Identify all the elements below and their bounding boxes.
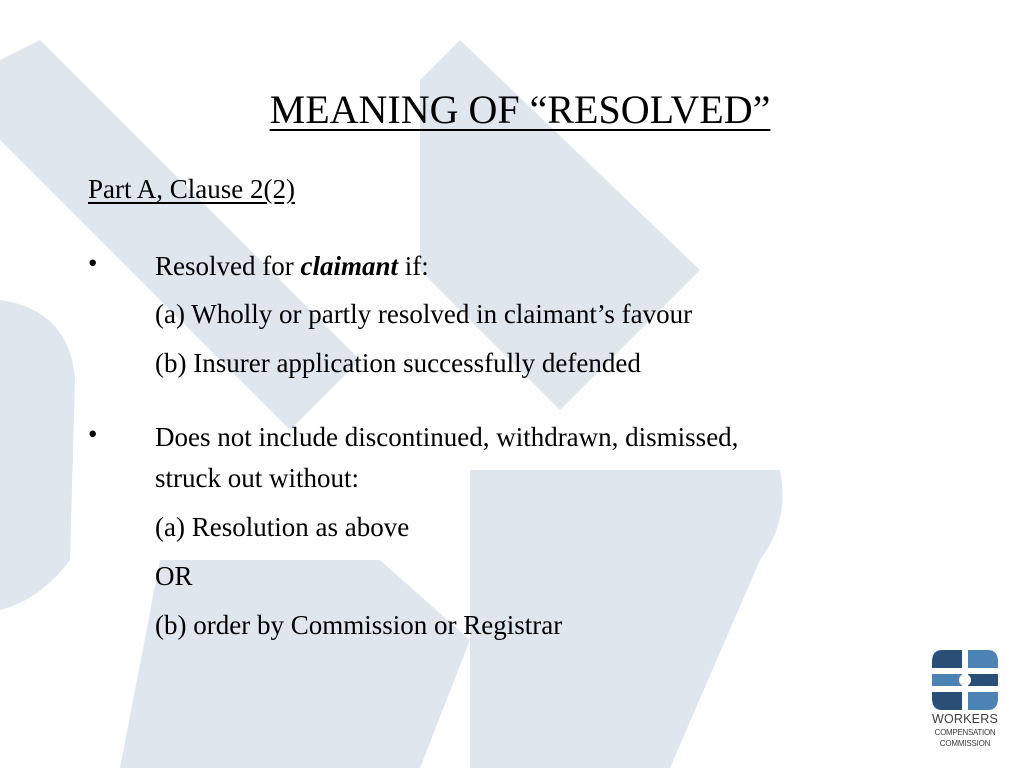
emphasis-claimant: claimant — [300, 251, 398, 281]
sub-item: (a) Wholly or partly resolved in claimant’s favour — [155, 299, 693, 329]
workers-compensation-commission-logo — [926, 650, 1004, 760]
logo-text-workers: WORKERS — [932, 712, 998, 726]
bullet-icon: • — [88, 248, 98, 278]
bullet-exclusions-line1: Does not include discontinued, withdrawn, dismissed, — [155, 422, 739, 452]
sub-item: OR — [155, 561, 193, 591]
clause-reference: Part A, Clause 2(2) — [88, 174, 295, 204]
logo-mark-icon — [932, 650, 998, 710]
sub-item: (b) Insurer application successfully defended — [155, 348, 641, 378]
bullet-trail-text: if: — [397, 251, 429, 281]
sub-item: (a) Resolution as above — [155, 512, 410, 542]
bullet-lead-text: Resolved for — [155, 251, 301, 281]
logo-text-compensation: COMPENSATION — [934, 728, 996, 737]
sub-item: (b) order by Commission or Registrar — [155, 610, 563, 640]
bullet-icon: • — [88, 419, 98, 449]
bullet-exclusions-line2: struck out without: — [155, 463, 359, 493]
bullet-resolved-for-claimant — [155, 246, 429, 286]
slide-title: MEANING OF “RESOLVED” — [269, 87, 771, 132]
logo-text-commission: COMMISSION — [939, 739, 991, 748]
